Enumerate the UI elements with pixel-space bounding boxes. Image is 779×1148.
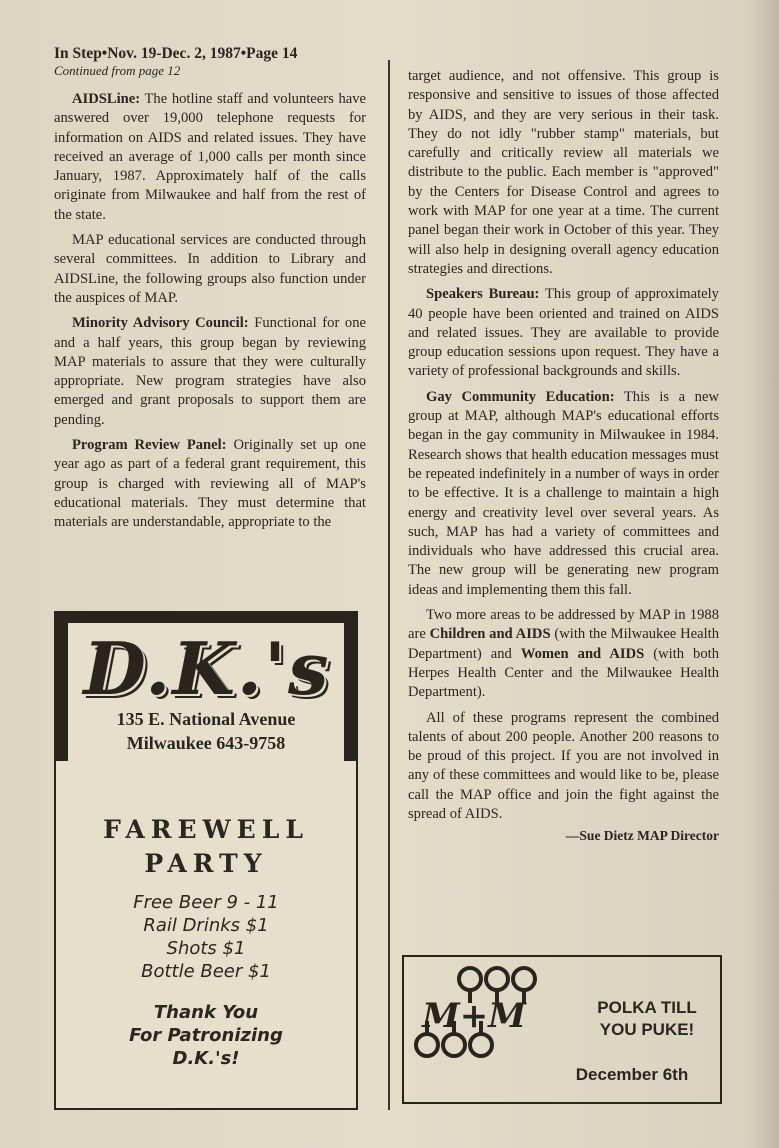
- lead-speakers: Speakers Bureau:: [426, 286, 540, 303]
- mm-logo-icon: [412, 963, 542, 1091]
- special-1: Free Beer 9 - 11: [133, 892, 279, 913]
- thanks-line-3: D.K.'s!: [172, 1048, 240, 1069]
- lead-minority: Minority Advisory Council:: [72, 315, 249, 332]
- special-4: Bottle Beer $1: [141, 961, 271, 982]
- body-gay-community: This is a new group at MAP, although MAP's educational efforts began in the gay community in Milwaukee in 1984. Research shows that health education messages must be repeated indefinitely in a number of ways in order to be effective. It is a challenge to maintain a high energy and creativity level over several years. As such, MAP has had a variety of committees and individuals who have addressed this crucial area. The new group will be generating new program ideas and implementing them this fall.: [408, 388, 719, 598]
- text-1988-e: (with both Herpes Health Center and the Milwaukee Health Department).: [408, 645, 719, 701]
- column-divider: [388, 60, 390, 1110]
- slogan-line-2: YOU PUKE!: [599, 1020, 695, 1039]
- paragraph-review-panel: [54, 436, 366, 532]
- text-1988-a: Two more areas to be addressed by MAP in 1988 are: [408, 607, 719, 643]
- drink-specials: [56, 891, 356, 983]
- paragraph-closing: [408, 709, 719, 825]
- address-line-2: Milwaukee 643-9758: [126, 733, 286, 753]
- paragraph-speakers: [408, 285, 719, 381]
- dks-logo: D.K.'s: [83, 626, 331, 711]
- dks-advertisement: [54, 611, 358, 1110]
- event-date: December 6th: [575, 1065, 689, 1084]
- polka-advertisement: [402, 955, 722, 1104]
- headline-farewell: FAREWELL: [103, 815, 309, 844]
- lead-gay-community: Gay Community Education:: [426, 388, 615, 405]
- signature: —Sue Dietz MAP Director: [565, 828, 719, 844]
- paragraph-services: [54, 231, 366, 308]
- body-aidsline: The hotline staff and volunteers have answered over 19,000 telephone requests for information on AIDS and related issues. They have received an average of 1,000 calls per month since January, 1987. Approximately half of the calls originate from Milwaukee and half from the rest of the state.: [54, 91, 366, 223]
- farewell-headline: [56, 813, 356, 881]
- lead-review-panel: Program Review Panel:: [72, 437, 227, 454]
- left-column: [54, 90, 366, 539]
- text-1988-c: (with the Milwaukee Health Department) and: [408, 626, 720, 662]
- mm-logo-text: M+M: [422, 996, 526, 1036]
- paragraph-review-cont: [408, 67, 719, 279]
- slogan-line-1: POLKA TILL: [597, 998, 697, 1017]
- paragraph-aidsline: [54, 90, 366, 225]
- thanks-line-1: Thank You: [153, 1002, 259, 1023]
- paragraph-gay-community: [408, 388, 719, 600]
- dks-address: [56, 707, 356, 755]
- right-column: [408, 67, 719, 846]
- text-children-aids: Children and AIDS: [429, 626, 551, 643]
- body-review-panel: Originally set up one year ago as part of a federal grant requirement, this group is charged with reviewing all of MAP's educational materials. They must determine that materials are understandable, appropriate to the: [54, 437, 366, 531]
- lead-aidsline: AIDSLine:: [72, 91, 141, 107]
- continued-note: Continued from page 12: [54, 63, 181, 78]
- body-minority: Functional for one and a half years, this group began by reviewing MAP materials to assure that they were culturally appropriate. New program strategies have also emerged and grant proposals to support them are pending.: [54, 315, 366, 428]
- body-closing: All of these programs represent the combined talents of about 200 people. Another 200 reasons to be proud of this project. If you are not involved in any of these committees and would like to be, please call the MAP office and join the fight against the spread of AIDS.: [408, 709, 719, 822]
- paragraph-1988: [408, 606, 719, 702]
- special-2: Rail Drinks $1: [143, 915, 269, 936]
- thank-you-message: [56, 1001, 356, 1070]
- thanks-line-2: For Patronizing: [129, 1025, 283, 1046]
- body-services: MAP educational services are conducted through several committees. In addition to Library and AIDSLine, the following groups also function under the auspices of MAP.: [54, 232, 366, 306]
- body-review-cont: target audience, and not offensive. This group is responsive and sensitive to issues of those affected by AIDS, and they are very serious in their task. They do not idly "rubber stamp" materials, but carefully and critically review all materials we distribute to the public. Each member is "approved" by the Centers for Disease Control and agrees to work with MAP for one year at a time. The current panel began their work in October of this year. They will also help in designing overall agency education strategies and directions.: [408, 68, 719, 277]
- page-header: [54, 45, 384, 78]
- issue-line: In Step•Nov. 19-Dec. 2, 1987•Page 14: [54, 45, 298, 62]
- body-speakers: This group of approximately 40 people have been oriented and trained on AIDS and related issues. They are available to provide group education sessions upon request. They have a variety of professional backgrounds and skills.: [408, 286, 719, 380]
- headline-party: PARTY: [144, 849, 268, 878]
- special-3: Shots $1: [166, 938, 246, 959]
- address-line-1: 135 E. National Avenue: [116, 709, 296, 729]
- paragraph-minority: [54, 314, 366, 430]
- polka-slogan: [582, 997, 712, 1041]
- text-women-aids: Women and AIDS: [520, 645, 645, 662]
